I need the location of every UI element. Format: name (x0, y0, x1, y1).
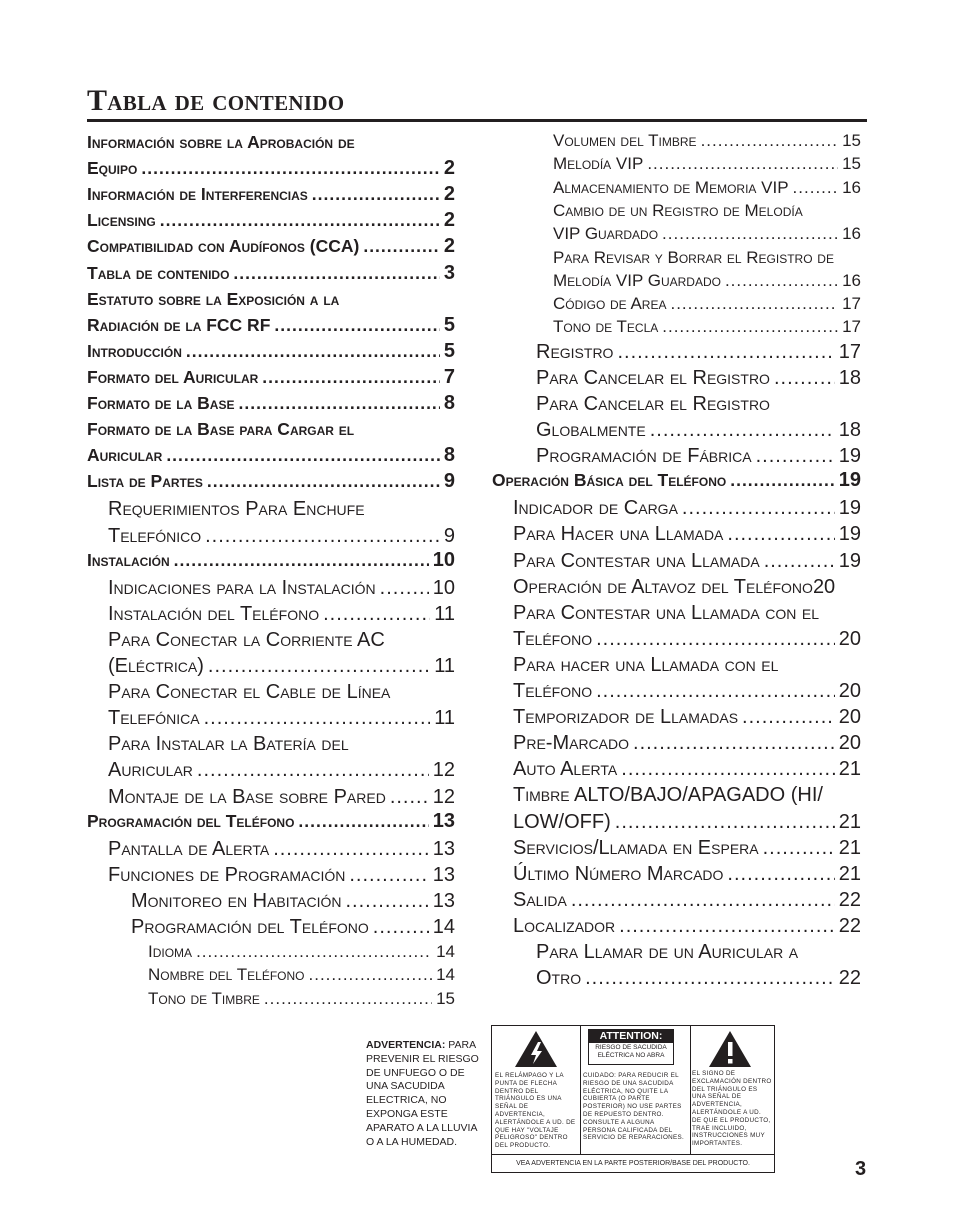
toc-entry (87, 158, 455, 180)
toc-leader-dots (764, 549, 835, 573)
toc-entry-title: Licensing (87, 210, 156, 231)
toc-leader-dots (596, 679, 835, 703)
toc-entry (131, 915, 455, 939)
toc-entry (87, 393, 455, 415)
toc-entry-title: Tono de Tecla (553, 317, 659, 337)
toc-page-number: 11 (434, 602, 455, 625)
toc-line: Para Revisar y Borrar el Registro de (553, 247, 834, 267)
toc-page-number: 20 (838, 732, 861, 755)
toc-leader-dots (380, 576, 429, 600)
toc-entry (87, 184, 455, 206)
toc-page-number: 21 (838, 862, 861, 885)
toc-entry (108, 837, 455, 861)
toc-page-number: 19 (838, 497, 861, 520)
toc-entry (108, 524, 455, 548)
toc-line: Cambio de un Registro de Melodía (553, 200, 803, 220)
attention-label (588, 1029, 674, 1065)
toc-page-number: 7 (443, 365, 455, 388)
toc-entry-title: Equipo (87, 158, 138, 179)
toc-leader-dots (774, 366, 835, 390)
toc-entry-title: Registro (536, 340, 614, 363)
toc-entry-title: Programación del Teléfono (131, 916, 369, 938)
toc-leader-dots (204, 706, 431, 730)
toc-leader-dots (208, 654, 430, 678)
toc-entry-title: Telefónica (108, 707, 200, 730)
toc-page-number: 21 (838, 836, 861, 859)
toc-entry-title: Volumen del Timbre (553, 131, 697, 150)
toc-page-number: 2 (443, 183, 455, 206)
toc-page-number: 16 (842, 177, 861, 197)
toc-entry-title: Introducción (87, 340, 182, 361)
toc-line: Para Conectar el Cable de Línea (108, 681, 391, 704)
toc-leader-dots (160, 210, 440, 232)
toc-leader-dots (166, 445, 440, 467)
warning-label: ADVERTENCIA: (366, 1039, 446, 1051)
toc-entry (131, 889, 455, 913)
toc-entry-title: Melodía VIP Guardado (553, 270, 721, 290)
toc-entry-title: Nombre del Teléfono (148, 965, 305, 985)
toc-leader-dots (633, 731, 835, 755)
toc-entry-title: Auricular (87, 445, 163, 466)
toc-entry-title: Auto Alerta (513, 758, 618, 781)
toc-entry-title: Radiación de la FCC RF (87, 314, 271, 335)
toc-entry (536, 366, 861, 390)
toc-entry-title: Globalmente (536, 419, 646, 441)
toc-page-number: 20 (838, 627, 861, 650)
toc-entry (492, 470, 861, 492)
toc-entry-title: Compatibilidad con Audífonos (CCA) (87, 236, 360, 257)
toc-entry (513, 810, 861, 834)
toc-leader-dots (233, 263, 439, 285)
toc-entry-title: Indicador de Carga (513, 497, 678, 520)
toc-leader-dots (727, 862, 834, 886)
toc-entry (553, 293, 861, 314)
toc-entry (513, 522, 861, 546)
toc-entry-title: Funciones de Programación (108, 863, 346, 886)
toc-entry (513, 575, 861, 599)
toc-entry (513, 914, 861, 938)
toc-page-number: 14 (436, 942, 455, 962)
toc-entry (87, 550, 455, 572)
toc-entry-title: Lista de Partes (87, 471, 203, 492)
toc-entry (87, 263, 455, 285)
toc-entry-title: Salida (513, 888, 567, 911)
toc-leader-dots (621, 757, 834, 781)
toc-entry-title: (Eléctrica) (108, 655, 204, 677)
toc-entry (108, 785, 455, 809)
warning-text: PARA PREVENIR EL RIESGO DE UNFUEGO O DE UNA SACUDIDA ELECTRICA, NO EXPONGA ESTE APARATO A LA LLUVIA O A LA HUMEDAD. (366, 1039, 479, 1148)
toc-page-number: 15 (436, 988, 455, 1008)
toc-line: Para Contestar una Llamada con el (513, 601, 820, 624)
toc-entry (536, 340, 861, 364)
lightning-cell (492, 1026, 581, 1154)
toc-leader-dots (390, 785, 429, 809)
toc-entry-title: Servicios/Llamada en Espera (513, 836, 759, 859)
exclamation-explanation: EL SIGNO DE EXCLAMACIÓN DENTRO DEL TRIÁNGULO ES UNA SEÑAL DE ADVERTENCIA, ALERTÁNDOLE A UD. DE QUE EL PRODUCTO, TRAE INCLUIDO, INSTRUCCIONES MUY IMPORTANTES. (692, 1070, 772, 1148)
toc-entry-title: Teléfono (513, 680, 593, 702)
toc-leader-dots (205, 524, 440, 548)
toc-entry (87, 445, 455, 467)
toc-leader-dots (701, 130, 839, 151)
toc-leader-dots (650, 418, 835, 442)
toc-page-number: 12 (432, 759, 455, 782)
toc-entry-title: Tabla de contenido (87, 262, 230, 283)
toc-leader-dots (197, 758, 429, 782)
toc-leader-dots (238, 393, 439, 415)
toc-entry-title: Telefónico (108, 524, 202, 547)
toc-entry (536, 966, 861, 990)
toc-leader-dots (323, 602, 430, 626)
toc-page-number: 9 (443, 524, 455, 547)
toc-leader-dots (619, 914, 835, 938)
toc-entry-title: Auricular (108, 759, 193, 782)
toc-entry-title: Programación de Fábrica (536, 445, 752, 468)
box-footer-text: VEA ADVERTENCIA EN LA PARTE POSTERIOR/BASE DEL PRODUCTO. (492, 1154, 774, 1173)
toc-leader-dots (662, 223, 838, 244)
toc-line: Para Cancelar el Registro (536, 392, 770, 415)
toc-page-number: 10 (432, 548, 455, 571)
caution-text: CUIDADO: PARA REDUCIR EL RIESGO DE UNA SACUDIDA ELÉCTRICA, NO QUITE LA CUBIERTA (O PARTE POSTERIOR) NO USE PARTES DE REPUESTO DENTRO. CONSULTE A ALGUNA PERSONA CALIFICADA DEL SERVICIO DE REPARACIONES. (583, 1072, 685, 1142)
toc-leader-dots (763, 836, 835, 860)
toc-leader-dots (363, 236, 440, 258)
toc-page-number: 20 (812, 575, 836, 598)
toc-entry (513, 705, 861, 729)
toc-page-number: 5 (443, 339, 455, 362)
toc-page-number: 19 (838, 523, 861, 546)
toc-line: Para hacer una Llamada con el (513, 653, 779, 676)
toc-leader-dots (585, 966, 835, 990)
toc-entry-title: Almacenamiento de Memoria VIP (553, 177, 789, 197)
toc-page-number: 19 (838, 445, 861, 468)
toc-entry-title: Localizador (513, 914, 616, 937)
toc-page-number: 14 (436, 965, 455, 985)
toc-entry-title: Para Cancelar el Registro (536, 366, 770, 389)
toc-leader-dots (373, 915, 429, 939)
toc-entry (513, 836, 861, 860)
toc-entry (513, 549, 861, 573)
toc-entry (108, 863, 455, 887)
toc-entry-title: Idioma (148, 942, 193, 962)
toc-entry (553, 316, 861, 337)
toc-entry-title: Pantalla de Alerta (108, 837, 270, 860)
toc-entry (513, 862, 861, 886)
toc-leader-dots (309, 964, 433, 985)
toc-entry-title: Monitoreo en Habitación (131, 889, 342, 912)
toc-leader-dots (298, 811, 428, 833)
toc-entry-title: Programación del Teléfono (87, 810, 295, 831)
toc-entry-title: VIP Guardado (553, 224, 659, 244)
exclamation-warning-icon (708, 1030, 752, 1068)
toc-entry (513, 627, 861, 651)
toc-line: Estatuto sobre la Exposición a la (87, 288, 340, 309)
toc-page-number: 11 (434, 655, 455, 677)
toc-page-number: 16 (842, 224, 861, 244)
toc-page-number: 2 (443, 157, 455, 180)
lightning-warning-icon (514, 1030, 558, 1068)
toc-entry (87, 367, 455, 389)
toc-entry (108, 602, 455, 626)
toc-line: Información sobre la Aprobación de (87, 132, 355, 152)
toc-entry (87, 315, 455, 337)
lightning-explanation: EL RELÁMPAGO Y LA PUNTA DE FLECHA DENTRO DEL TRIÁNGULO ES UNA SEÑAL DE ADVERTENCIA, ALERTÁNDOLE A UD. DE QUE HAY "VOLTAJE PELIGROSO" DENTRO DEL PRODUCTO. (495, 1072, 576, 1150)
toc-leader-dots (756, 444, 835, 468)
toc-page-number: 19 (838, 549, 861, 572)
toc-page-number: 19 (838, 469, 861, 492)
toc-leader-dots (346, 889, 429, 913)
toc-entry (87, 811, 455, 833)
toc-entry (553, 223, 861, 244)
toc-entry (536, 418, 861, 442)
toc-entry-title: Operación Básica del Teléfono (492, 470, 727, 491)
toc-leader-dots (670, 293, 838, 314)
toc-leader-dots (730, 470, 835, 492)
warning-text-block (366, 1039, 486, 1149)
toc-entry-title: Código de Area (553, 294, 667, 314)
toc-leader-dots (207, 471, 440, 493)
toc-page-number: 21 (838, 758, 861, 781)
toc-page-number: 16 (842, 270, 861, 290)
toc-page-number: 17 (838, 340, 861, 363)
toc-entry-title: Operación de Altavoz del Teléfono (513, 575, 813, 598)
toc-line: Formato de la Base para Cargar el (87, 419, 355, 440)
toc-entry (513, 679, 861, 703)
exclamation-cell (690, 1026, 774, 1154)
toc-entry-title: Melodía VIP (553, 154, 644, 174)
toc-leader-dots (647, 153, 838, 174)
toc-entry (513, 888, 861, 912)
toc-page-number: 17 (842, 294, 861, 314)
toc-page-number: 17 (842, 317, 861, 337)
toc-leader-dots (264, 988, 432, 1009)
toc-entry-title: Formato de la Base (87, 393, 235, 413)
toc-entry (87, 341, 455, 363)
toc-leader-dots (349, 863, 428, 887)
toc-page-number: 14 (432, 916, 455, 938)
toc-entry-title: Información de Interferencias (87, 184, 308, 205)
title-rule (87, 119, 867, 122)
toc-entry-title: Instalación (87, 549, 170, 570)
toc-leader-dots (312, 184, 440, 206)
toc-line: Timbre ALTO/BAJO/APAGADO (HI/ (513, 784, 823, 807)
attention-subtitle: RIESGO DE SACUDIDA ELÉCTRICA NO ABRA (595, 1044, 667, 1059)
toc-entry-title: Indicaciones para la Instalación (108, 576, 376, 599)
toc-entry (87, 471, 455, 493)
toc-leader-dots (186, 341, 440, 363)
toc-page-number: 5 (443, 313, 455, 336)
toc-entry-title: Pre-Marcado (513, 732, 630, 755)
toc-page-number: 22 (838, 914, 861, 937)
toc-leader-dots (725, 270, 838, 291)
toc-page-number: 12 (432, 785, 455, 808)
toc-page-number: 18 (838, 419, 861, 441)
toc-entry (513, 496, 861, 520)
toc-leader-dots (196, 941, 432, 962)
toc-line: Requerimientos Para Enchufe (108, 498, 365, 521)
toc-entry (536, 444, 861, 468)
safety-warning-box (491, 1025, 775, 1173)
toc-page-number: 11 (434, 707, 455, 730)
toc-line: Para Conectar la Corriente AC (108, 628, 385, 651)
toc-leader-dots (262, 367, 440, 389)
toc-entry-title: Temporizador de Llamadas (513, 706, 739, 729)
toc-page-number: 18 (838, 366, 861, 389)
toc-leader-dots (596, 627, 835, 651)
toc-page-number: 13 (432, 809, 455, 832)
page-title: Tabla de contenido (87, 84, 345, 117)
toc-page-number: 3 (443, 261, 455, 284)
toc-entry (148, 941, 455, 962)
toc-leader-dots (617, 340, 834, 364)
toc-page-number: 22 (838, 967, 861, 990)
toc-page-number: 13 (432, 863, 455, 886)
toc-leader-dots (174, 550, 429, 572)
toc-entry (513, 757, 861, 781)
toc-leader-dots (742, 705, 835, 729)
toc-page-number: 22 (838, 888, 861, 911)
toc-page-number: 13 (432, 837, 455, 860)
attention-title: ATTENTION: (589, 1030, 673, 1043)
toc-leader-dots (273, 837, 429, 861)
toc-entry-title: Instalación del Teléfono (108, 602, 320, 625)
toc-entry (148, 964, 455, 985)
toc-leader-dots (141, 158, 440, 180)
toc-entry (553, 153, 861, 174)
toc-leader-dots (615, 810, 835, 834)
toc-page-number: 20 (838, 706, 861, 729)
toc-entry (148, 988, 455, 1009)
toc-entry (87, 210, 455, 232)
attention-cell (580, 1026, 691, 1154)
toc-entry (553, 130, 861, 151)
toc-page-number: 10 (432, 576, 455, 599)
toc-entry (553, 270, 861, 291)
toc-page-number: 8 (443, 444, 455, 467)
toc-page-number: 8 (443, 392, 455, 414)
toc-entry-title: Otro (536, 967, 582, 990)
toc-entry-title: Para Contestar una Llamada (513, 549, 760, 572)
toc-entry (553, 177, 861, 198)
toc-page-number: 2 (443, 209, 455, 232)
toc-page-number: 15 (842, 131, 861, 150)
toc-entry-title: Tono de Timbre (148, 988, 260, 1008)
toc-leader-dots (793, 177, 839, 198)
toc-line: Para Llamar de un Auricular a (536, 941, 799, 963)
toc-entry (87, 236, 455, 258)
toc-leader-dots (727, 522, 834, 546)
toc-line: Para Instalar la Batería del (108, 733, 349, 756)
toc-leader-dots (571, 888, 835, 912)
toc-entry-title: LOW/OFF) (513, 810, 611, 833)
toc-entry-title: Teléfono (513, 627, 593, 650)
toc-entry-title: Montaje de la Base sobre Pared (108, 785, 386, 808)
toc-page-number: 9 (443, 470, 455, 493)
page-number: 3 (855, 1158, 867, 1180)
toc-entry-title: Para Hacer una Llamada (513, 523, 724, 546)
toc-entry-title: Último Número Marcado (513, 862, 724, 885)
toc-page-number: 20 (838, 680, 861, 702)
toc-entry (513, 731, 861, 755)
toc-leader-dots (682, 496, 835, 520)
toc-page-number: 2 (443, 235, 455, 258)
toc-leader-dots (274, 315, 439, 337)
toc-entry (108, 706, 455, 730)
toc-entry (108, 576, 455, 600)
toc-leader-dots (662, 316, 838, 337)
toc-page-number: 21 (838, 810, 861, 833)
toc-entry-title: Formato del Auricular (87, 366, 259, 387)
toc-page-number: 13 (432, 889, 455, 912)
toc-entry (108, 654, 455, 678)
toc-entry (108, 758, 455, 782)
toc-page-number: 15 (842, 154, 861, 174)
